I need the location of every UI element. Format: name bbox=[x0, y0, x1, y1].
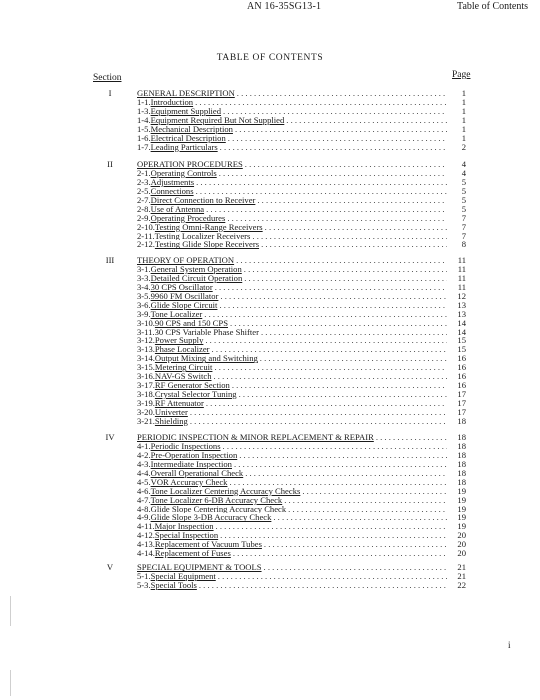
entry-page: 21 bbox=[457, 570, 466, 581]
paragraph-number: 1-3. bbox=[137, 106, 151, 116]
paragraph-number: 4-14. bbox=[137, 549, 155, 559]
paragraph-number: 3-4. bbox=[137, 282, 151, 292]
paragraph-number: 2-12. bbox=[137, 240, 155, 250]
entry-title: Leading Particulars bbox=[150, 142, 218, 152]
entry-title: NAV-GS Switch bbox=[154, 372, 212, 382]
dot-leader bbox=[223, 107, 447, 116]
paragraph-number: 5-1. bbox=[137, 571, 151, 581]
paragraph-number: 4-3. bbox=[137, 459, 151, 469]
toc-entry bbox=[137, 363, 447, 372]
dot-leader bbox=[196, 187, 447, 196]
entry-page: 14 bbox=[457, 317, 466, 328]
dot-leader bbox=[235, 125, 447, 134]
toc-entry bbox=[137, 460, 447, 469]
entry-title: Electrical Description bbox=[150, 133, 226, 143]
dot-leader bbox=[220, 531, 447, 540]
paragraph-number: 3-1. bbox=[137, 264, 151, 274]
paragraph-number: 4-5. bbox=[137, 477, 151, 487]
section-number: IV bbox=[105, 432, 115, 442]
section-title: GENERAL DESCRIPTION bbox=[137, 89, 235, 98]
entry-page: 20 bbox=[457, 530, 466, 541]
entry-page: 5 bbox=[461, 185, 466, 196]
entry-title: Pre-Operation Inspection bbox=[150, 450, 238, 460]
toc-entry bbox=[137, 143, 447, 152]
entry-title: Power Supply bbox=[154, 336, 204, 346]
toc-entry-row[interactable] bbox=[0, 134, 540, 143]
dot-leader bbox=[218, 572, 447, 581]
entry-page: 16 bbox=[457, 380, 466, 391]
paragraph-number: 2-3. bbox=[137, 177, 151, 187]
entry-page: 18 bbox=[457, 458, 466, 469]
paragraph-number: 3-12. bbox=[137, 336, 155, 346]
paragraph-number: 4-6. bbox=[137, 486, 151, 496]
entry-page: 15 bbox=[457, 335, 466, 346]
paragraph-number: 4-4. bbox=[137, 468, 151, 478]
entry-title: Overall Operational Check bbox=[150, 468, 244, 478]
paragraph-number: 1-1. bbox=[137, 97, 151, 107]
dot-leader bbox=[220, 143, 447, 152]
entry-page: 5 bbox=[461, 194, 466, 205]
entry-page: 7 bbox=[461, 230, 466, 241]
entry-page: 20 bbox=[457, 548, 466, 559]
toc-entry bbox=[137, 214, 447, 223]
entry-page: 19 bbox=[457, 503, 466, 514]
toc-entry-row[interactable] bbox=[0, 214, 540, 223]
entry-page: 19 bbox=[457, 521, 466, 532]
toc-entry bbox=[137, 531, 447, 540]
paragraph-number: 3-13. bbox=[137, 345, 155, 355]
dot-leader bbox=[245, 469, 447, 478]
toc-entry-row[interactable] bbox=[0, 223, 540, 232]
toc-entry bbox=[137, 442, 447, 451]
toc-entry bbox=[137, 196, 447, 205]
entry-page: 14 bbox=[457, 326, 466, 337]
dot-leader bbox=[223, 442, 447, 451]
document-number: AN 16-35SG13-1 bbox=[247, 1, 322, 12]
dot-leader bbox=[260, 354, 447, 363]
entry-page: 5 bbox=[461, 203, 466, 214]
toc-entry-row[interactable] bbox=[0, 107, 540, 116]
entry-page: 1 bbox=[461, 123, 466, 134]
dot-leader bbox=[265, 223, 447, 232]
dot-leader bbox=[227, 214, 447, 223]
section-page: 1 bbox=[461, 88, 466, 98]
toc-entry bbox=[137, 336, 447, 345]
section-title: SPECIAL EQUIPMENT & TOOLS bbox=[137, 563, 262, 572]
page-column-header: Page bbox=[452, 70, 471, 80]
dot-leader bbox=[212, 345, 447, 354]
toc-entry-row[interactable] bbox=[0, 125, 540, 134]
dot-leader bbox=[264, 563, 447, 572]
toc-entry bbox=[137, 310, 447, 319]
paragraph-number: 4-8. bbox=[137, 504, 151, 514]
paragraph-number: 2-11. bbox=[137, 231, 155, 241]
dot-leader bbox=[205, 336, 447, 345]
section-entry bbox=[137, 563, 447, 572]
entry-page: 1 bbox=[461, 96, 466, 107]
dot-leader bbox=[220, 292, 447, 301]
dot-leader bbox=[245, 160, 447, 169]
toc-section-block bbox=[0, 256, 540, 426]
toc-entry bbox=[137, 265, 447, 274]
entry-title: Connections bbox=[150, 186, 194, 196]
entry-title: RF Generator Section bbox=[154, 381, 230, 391]
entry-title: Special Inspection bbox=[154, 531, 219, 541]
toc-section-block bbox=[0, 433, 540, 558]
entry-page: 4 bbox=[461, 167, 466, 178]
toc-entry bbox=[137, 274, 447, 283]
dot-leader bbox=[264, 540, 447, 549]
toc-entry bbox=[137, 125, 447, 134]
scan-edge-mark bbox=[10, 596, 11, 626]
paragraph-number: 3-18. bbox=[137, 390, 155, 400]
paragraph-number: 3-9. bbox=[137, 309, 151, 319]
section-column-header: Section bbox=[93, 73, 122, 83]
dot-leader bbox=[236, 256, 447, 265]
paragraph-number: 5-3. bbox=[137, 580, 151, 590]
paragraph-number: 2-1. bbox=[137, 168, 151, 178]
toc-entry-row[interactable] bbox=[0, 116, 540, 125]
toc-entry bbox=[137, 328, 447, 337]
entry-title: Tone Localizer 6-DB Accuracy Check bbox=[150, 495, 283, 505]
entry-page: 13 bbox=[457, 308, 466, 319]
toc-section-row[interactable] bbox=[0, 89, 540, 98]
paragraph-number: 3-11. bbox=[137, 327, 155, 337]
entry-title: Use of Antenna bbox=[150, 204, 205, 214]
entry-page: 11 bbox=[457, 272, 466, 283]
entry-page: 8 bbox=[461, 239, 466, 250]
entry-title: Operating Controls bbox=[150, 168, 217, 178]
entry-page: 19 bbox=[457, 494, 466, 505]
paragraph-number: 2-7. bbox=[137, 195, 151, 205]
toc-entry bbox=[137, 178, 447, 187]
entry-page: 18 bbox=[457, 467, 466, 478]
toc-entry bbox=[137, 417, 447, 426]
entry-page: 16 bbox=[457, 353, 466, 364]
entry-title: Glide Slope Circuit bbox=[150, 300, 218, 310]
toc-entry-row[interactable] bbox=[0, 549, 540, 558]
entry-title: Operating Procedures bbox=[150, 213, 226, 223]
toc-entry bbox=[137, 205, 447, 214]
dot-leader bbox=[273, 513, 447, 522]
paragraph-number: 2-10. bbox=[137, 222, 155, 232]
entry-title: Replacement of Fuses bbox=[154, 549, 231, 559]
toc-section-block bbox=[0, 563, 540, 590]
entry-title: Metering Circuit bbox=[154, 363, 213, 373]
dot-leader bbox=[216, 522, 447, 531]
toc-entry bbox=[137, 240, 447, 249]
dot-leader bbox=[214, 363, 447, 372]
toc-entry-row[interactable] bbox=[0, 240, 540, 249]
entry-title: Shielding bbox=[154, 416, 188, 426]
section-title: OPERATION PROCEDURES bbox=[137, 160, 243, 169]
toc-entry bbox=[137, 408, 447, 417]
toc-entry bbox=[137, 319, 447, 328]
paragraph-number: 4-1. bbox=[137, 441, 151, 451]
paragraph-number: 3-15. bbox=[137, 363, 155, 373]
paragraph-number: 3-5. bbox=[137, 291, 151, 301]
toc-entry bbox=[137, 513, 447, 522]
entry-title: Introduction bbox=[150, 97, 194, 107]
entry-title: Testing Omni-Range Receivers bbox=[154, 222, 263, 232]
page-number: i bbox=[508, 640, 511, 650]
paragraph-number: 3-19. bbox=[137, 399, 155, 408]
dot-leader bbox=[288, 505, 447, 514]
entry-title: Mechanical Description bbox=[150, 124, 233, 134]
entry-title: 30 CPS Variable Phase Shifter bbox=[154, 327, 259, 337]
entry-title: RF Attenuator bbox=[154, 399, 204, 408]
section-entry bbox=[137, 256, 447, 265]
entry-title: 9960 FM Oscillator bbox=[150, 291, 219, 301]
entry-title: Crystal Selector Tuning bbox=[154, 390, 237, 400]
toc-entry bbox=[137, 469, 447, 478]
entry-title: Glide Slope Centering Accuracy Check bbox=[150, 504, 287, 514]
dot-leader bbox=[257, 196, 447, 205]
toc-entry bbox=[137, 372, 447, 381]
toc-entry bbox=[137, 292, 447, 301]
paragraph-number: 4-13. bbox=[137, 540, 155, 550]
entry-page: 19 bbox=[457, 485, 466, 496]
dot-leader bbox=[286, 116, 447, 125]
dot-leader bbox=[199, 581, 447, 590]
paragraph-number: 2-8. bbox=[137, 204, 151, 214]
entry-title: Testing Glide Slope Receivers bbox=[154, 240, 260, 250]
entry-page: 17 bbox=[457, 406, 466, 417]
dot-leader bbox=[261, 328, 447, 337]
entry-page: 1 bbox=[461, 114, 466, 125]
entry-page: 2 bbox=[461, 141, 466, 152]
paragraph-number: 4-11. bbox=[137, 522, 155, 532]
entry-title: VOR Accuracy Check bbox=[150, 477, 228, 487]
entry-page: 15 bbox=[457, 344, 466, 355]
toc-entry bbox=[137, 169, 447, 178]
dot-leader bbox=[206, 205, 447, 214]
dot-leader bbox=[261, 240, 447, 249]
entry-page: 18 bbox=[457, 449, 466, 460]
entry-title: Output Mixing and Switching bbox=[154, 354, 258, 364]
section-entry bbox=[137, 89, 447, 98]
dot-leader bbox=[229, 478, 447, 487]
entry-page: 17 bbox=[457, 389, 466, 400]
toc-section-row[interactable] bbox=[0, 160, 540, 169]
paragraph-number: 1-4. bbox=[137, 115, 151, 125]
dot-leader bbox=[237, 89, 447, 98]
toc-entry bbox=[137, 572, 447, 581]
toc-entry bbox=[137, 107, 447, 116]
dot-leader bbox=[195, 98, 447, 107]
paragraph-number: 3-3. bbox=[137, 273, 151, 283]
toc-entry-row[interactable] bbox=[0, 205, 540, 214]
entry-page: 18 bbox=[457, 415, 466, 426]
toc-entry-row[interactable] bbox=[0, 581, 540, 590]
toc-entry-row[interactable] bbox=[0, 143, 540, 152]
entry-page: 16 bbox=[457, 371, 466, 382]
entry-title: Phase Localizer bbox=[154, 345, 210, 355]
paragraph-number: 3-6. bbox=[137, 300, 151, 310]
entry-page: 11 bbox=[457, 281, 466, 292]
entry-title: Special Tools bbox=[150, 580, 197, 590]
dot-leader bbox=[376, 433, 447, 442]
paragraph-number: 4-7. bbox=[137, 495, 151, 505]
entry-title: Testing Localizer Receivers bbox=[154, 231, 251, 241]
toc-entry bbox=[137, 451, 447, 460]
dot-leader bbox=[219, 169, 447, 178]
toc-entry bbox=[137, 381, 447, 390]
paragraph-number: 3-21. bbox=[137, 416, 155, 426]
paragraph-number: 4-2. bbox=[137, 450, 151, 460]
entry-title: 30 CPS Oscillator bbox=[150, 282, 213, 292]
entry-page: 19 bbox=[457, 512, 466, 523]
toc-entry-row[interactable] bbox=[0, 178, 540, 187]
dot-leader bbox=[230, 319, 447, 328]
paragraph-number: 1-5. bbox=[137, 124, 151, 134]
paragraph-number: 3-20. bbox=[137, 407, 155, 417]
toc-entry bbox=[137, 505, 447, 514]
entry-title: Replacement of Vacuum Tubes bbox=[154, 540, 262, 550]
entry-page: 13 bbox=[457, 299, 466, 310]
entry-title: Detailed Circuit Operation bbox=[150, 273, 243, 283]
toc-entry bbox=[137, 187, 447, 196]
dot-leader bbox=[228, 134, 447, 143]
dot-leader bbox=[244, 265, 447, 274]
entry-title: Tone Localizer bbox=[150, 309, 203, 319]
section-title: THEORY OF OPERATION bbox=[137, 256, 235, 265]
dot-leader bbox=[215, 283, 447, 292]
section-entry bbox=[137, 433, 447, 442]
section-entry bbox=[137, 160, 447, 169]
section-number: II bbox=[107, 159, 113, 169]
toc-entry-row[interactable] bbox=[0, 417, 540, 426]
entry-title: Major Inspection bbox=[154, 522, 214, 532]
toc-entry bbox=[137, 116, 447, 125]
toc-entry-row[interactable] bbox=[0, 98, 540, 107]
toc-entry bbox=[137, 487, 447, 496]
entry-title: Adjustments bbox=[150, 177, 195, 187]
section-page: 4 bbox=[461, 159, 466, 169]
dot-leader bbox=[196, 178, 447, 187]
paragraph-number: 1-6. bbox=[137, 133, 151, 143]
toc-entry bbox=[137, 301, 447, 310]
paragraph-number: 3-17. bbox=[137, 381, 155, 391]
entry-page: 20 bbox=[457, 539, 466, 550]
toc-section-block bbox=[0, 89, 540, 152]
section-page: 18 bbox=[457, 432, 466, 442]
toc-entry bbox=[137, 390, 447, 399]
dot-leader bbox=[302, 487, 447, 496]
paragraph-number: 3-10. bbox=[137, 318, 155, 328]
toc-entry-row[interactable] bbox=[0, 169, 540, 178]
entry-title: Equipment Supplied bbox=[150, 106, 222, 116]
toc-entry bbox=[137, 345, 447, 354]
section-number: III bbox=[105, 255, 115, 265]
entry-title: Univerter bbox=[154, 407, 188, 417]
entry-page: 17 bbox=[457, 398, 466, 408]
entry-title: Glide Slope 3-DB Accuracy Check bbox=[150, 513, 272, 523]
entry-title: Periodic Inspections bbox=[150, 441, 221, 451]
section-number: I bbox=[108, 88, 112, 98]
dot-leader bbox=[252, 232, 447, 241]
entry-page: 22 bbox=[457, 579, 466, 590]
entry-page: 12 bbox=[457, 290, 466, 301]
paragraph-number: 1-7. bbox=[137, 142, 151, 152]
dot-leader bbox=[234, 460, 447, 469]
toc-section-block bbox=[0, 160, 540, 249]
entry-title: Equipment Required But Not Supplied bbox=[150, 115, 285, 125]
dot-leader bbox=[190, 417, 447, 426]
entry-page: 7 bbox=[461, 212, 466, 223]
entry-title: Tone Localizer Centering Accuracy Checks bbox=[150, 486, 301, 496]
entry-title: General System Operation bbox=[150, 264, 242, 274]
toc-entry bbox=[137, 354, 447, 363]
paragraph-number: 3-14. bbox=[137, 354, 155, 364]
running-header-title: Table of Contents bbox=[457, 1, 528, 12]
entry-page: 5 bbox=[461, 176, 466, 187]
entry-page: 18 bbox=[457, 440, 466, 451]
toc-entry bbox=[137, 478, 447, 487]
paragraph-number: 2-5. bbox=[137, 186, 151, 196]
entry-page: 18 bbox=[457, 476, 466, 487]
entry-page: 11 bbox=[457, 263, 466, 274]
toc-entry bbox=[137, 232, 447, 241]
toc-title: TABLE OF CONTENTS bbox=[216, 53, 324, 63]
dot-leader bbox=[214, 372, 448, 381]
scan-edge-mark bbox=[10, 670, 11, 696]
entry-title: Special Equipment bbox=[150, 571, 216, 581]
toc-entry bbox=[137, 134, 447, 143]
entry-title: 90 CPS and 150 CPS bbox=[154, 318, 228, 328]
toc-entry bbox=[137, 496, 447, 505]
entry-title: Intermediate Inspection bbox=[150, 459, 232, 469]
toc-entry-row[interactable] bbox=[0, 196, 540, 205]
section-page: 11 bbox=[457, 255, 466, 265]
dot-leader bbox=[239, 451, 447, 460]
paragraph-number: 3-16. bbox=[137, 372, 155, 382]
dot-leader bbox=[239, 390, 447, 399]
dot-leader bbox=[219, 301, 447, 310]
section-title: PERIODIC INSPECTION & MINOR REPLACEMENT & REPAIR bbox=[137, 433, 374, 442]
toc-entry bbox=[137, 549, 447, 558]
dot-leader bbox=[204, 310, 447, 319]
entry-page: 1 bbox=[461, 105, 466, 116]
toc-entry bbox=[137, 283, 447, 292]
entry-title: Direct Connection to Receiver bbox=[150, 195, 256, 205]
dot-leader bbox=[232, 381, 447, 390]
toc-entry-row[interactable] bbox=[0, 232, 540, 241]
toc-entry bbox=[137, 399, 447, 408]
entry-page: 1 bbox=[461, 132, 466, 143]
dot-leader bbox=[206, 399, 447, 408]
dot-leader bbox=[244, 274, 447, 283]
paragraph-number: 4-9. bbox=[137, 513, 151, 523]
paragraph-number: 2-9. bbox=[137, 213, 151, 223]
section-page: 21 bbox=[457, 562, 466, 572]
dot-leader bbox=[190, 408, 447, 417]
entry-page: 16 bbox=[457, 362, 466, 373]
toc-entry bbox=[137, 581, 447, 590]
dot-leader bbox=[284, 496, 447, 505]
toc-entry bbox=[137, 540, 447, 549]
entry-page: 7 bbox=[461, 221, 466, 232]
toc-entry-row[interactable] bbox=[0, 187, 540, 196]
toc-entry bbox=[137, 522, 447, 531]
toc-entry bbox=[137, 223, 447, 232]
toc-entry bbox=[137, 98, 447, 107]
dot-leader bbox=[233, 549, 447, 558]
section-number: V bbox=[106, 562, 114, 572]
paragraph-number: 4-12. bbox=[137, 531, 155, 541]
